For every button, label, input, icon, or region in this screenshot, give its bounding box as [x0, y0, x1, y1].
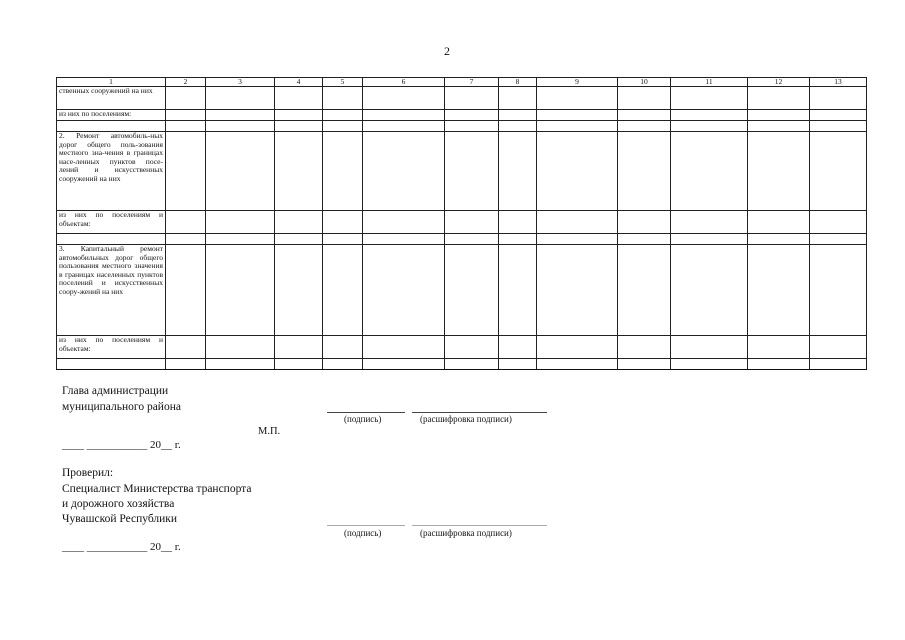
table-cell[interactable]: [748, 110, 810, 121]
table-cell[interactable]: [499, 132, 537, 211]
table-cell[interactable]: [166, 121, 206, 132]
table-cell[interactable]: [275, 211, 323, 234]
table-cell[interactable]: [323, 121, 363, 132]
table-cell[interactable]: [671, 245, 748, 336]
table-cell[interactable]: [499, 245, 537, 336]
table-cell[interactable]: [499, 87, 537, 110]
table-cell[interactable]: [206, 132, 275, 211]
table-cell[interactable]: [537, 211, 618, 234]
column-number: 7: [445, 78, 499, 87]
table-cell[interactable]: [445, 359, 499, 370]
table-cell[interactable]: [748, 234, 810, 245]
table-cell[interactable]: [323, 359, 363, 370]
table-cell[interactable]: [810, 87, 867, 110]
table-cell[interactable]: [323, 211, 363, 234]
table-row: [57, 234, 867, 245]
table-row: [57, 87, 867, 110]
column-number: 2: [166, 78, 206, 87]
table-cell[interactable]: [810, 110, 867, 121]
table-cell[interactable]: [671, 234, 748, 245]
column-number: 4: [275, 78, 323, 87]
table-cell[interactable]: [363, 110, 445, 121]
row-label: 2. Ремонт автомобиль-ных дорог общего поль-зования местного зна-чения в границах насе-ленных пунктов посе-лений и искусственных сооружений на них: [57, 132, 166, 211]
table-cell[interactable]: [206, 87, 275, 110]
signature-decoding-caption: (расшифровка подписи): [420, 414, 512, 424]
table-cell[interactable]: [537, 336, 618, 359]
table-cell[interactable]: [445, 110, 499, 121]
row-label: 3. Капитальный ремонт автомобильных дорог общего пользования местного значения в границах населенных пунктов поселений и искусственных соору-жений на них: [57, 245, 166, 336]
row-label: [57, 121, 166, 132]
column-number: 11: [671, 78, 748, 87]
table-cell[interactable]: [363, 336, 445, 359]
row-label: из них по поселениям:: [57, 110, 166, 121]
table-cell[interactable]: [445, 336, 499, 359]
table-cell[interactable]: [748, 87, 810, 110]
table-cell[interactable]: [748, 359, 810, 370]
table-cell[interactable]: [206, 110, 275, 121]
table-cell[interactable]: [810, 245, 867, 336]
table-header-row: [57, 78, 867, 87]
checker-title-line3: Чувашской Республики: [62, 513, 178, 525]
table-cell[interactable]: [810, 211, 867, 234]
table-cell[interactable]: [206, 359, 275, 370]
table-cell[interactable]: [671, 132, 748, 211]
row-label: из них по поселениям и объектам:: [57, 336, 166, 359]
table-cell[interactable]: [748, 336, 810, 359]
table-cell[interactable]: [166, 87, 206, 110]
table-cell[interactable]: [618, 87, 671, 110]
column-number: 5: [323, 78, 363, 87]
table-cell[interactable]: [363, 234, 445, 245]
checked-label: Проверил:: [62, 467, 114, 479]
table-cell[interactable]: [671, 87, 748, 110]
table-cell[interactable]: [445, 245, 499, 336]
row-label: ственных сооружений на них: [57, 87, 166, 110]
table-cell[interactable]: [671, 359, 748, 370]
table-cell[interactable]: [363, 121, 445, 132]
signature-caption: (подпись): [344, 528, 382, 538]
column-number: 9: [537, 78, 618, 87]
table-cell[interactable]: [323, 110, 363, 121]
date-line[interactable]: ____ ___________ 20__ г.: [62, 541, 181, 553]
table-row: [57, 132, 867, 211]
column-number: 12: [748, 78, 810, 87]
table-cell[interactable]: [166, 234, 206, 245]
table-cell[interactable]: [275, 359, 323, 370]
table-cell[interactable]: [499, 121, 537, 132]
table-cell[interactable]: [499, 359, 537, 370]
table-cell[interactable]: [445, 211, 499, 234]
table-cell[interactable]: [748, 245, 810, 336]
table-cell[interactable]: [166, 336, 206, 359]
table-cell[interactable]: [323, 234, 363, 245]
signature-caption: (подпись): [344, 414, 382, 424]
table-cell[interactable]: [166, 132, 206, 211]
table-cell[interactable]: [499, 110, 537, 121]
table-cell[interactable]: [323, 132, 363, 211]
table-cell[interactable]: [206, 234, 275, 245]
head-title-line2: муниципального района: [62, 401, 181, 413]
table-cell[interactable]: [206, 336, 275, 359]
table-cell[interactable]: [537, 234, 618, 245]
signature-decoding-line[interactable]: [412, 412, 547, 413]
signature-line[interactable]: [327, 525, 405, 526]
table-cell[interactable]: [618, 336, 671, 359]
table-cell[interactable]: [618, 234, 671, 245]
table-cell[interactable]: [275, 121, 323, 132]
table-cell[interactable]: [618, 211, 671, 234]
table-cell[interactable]: [671, 336, 748, 359]
table-cell[interactable]: [275, 132, 323, 211]
table-cell[interactable]: [275, 336, 323, 359]
table-row: [57, 121, 867, 132]
table-cell[interactable]: [810, 132, 867, 211]
report-table: [56, 77, 867, 370]
table-cell[interactable]: [363, 87, 445, 110]
signature-decoding-line[interactable]: [412, 525, 547, 526]
table-cell[interactable]: [810, 336, 867, 359]
table-cell[interactable]: [166, 245, 206, 336]
stamp-place-label: М.П.: [258, 426, 281, 437]
row-label: из них по поселениям и объектам:: [57, 211, 166, 234]
table-cell[interactable]: [618, 359, 671, 370]
date-line[interactable]: ____ ___________ 20__ г.: [62, 439, 181, 451]
table-cell[interactable]: [537, 87, 618, 110]
table-cell[interactable]: [499, 234, 537, 245]
checker-title-line1: Специалист Министерства транспорта: [62, 483, 252, 495]
row-label: [57, 234, 166, 245]
table-cell[interactable]: [748, 211, 810, 234]
table-cell[interactable]: [671, 211, 748, 234]
table-cell[interactable]: [618, 121, 671, 132]
table-cell[interactable]: [810, 359, 867, 370]
table-cell[interactable]: [618, 245, 671, 336]
table-cell[interactable]: [537, 121, 618, 132]
table-cell[interactable]: [537, 110, 618, 121]
table-cell[interactable]: [748, 121, 810, 132]
table-cell[interactable]: [445, 121, 499, 132]
table-cell[interactable]: [166, 110, 206, 121]
table-cell[interactable]: [445, 87, 499, 110]
table-cell[interactable]: [671, 121, 748, 132]
table-cell[interactable]: [166, 359, 206, 370]
checker-title-line2: и дорожного хозяйства: [62, 498, 175, 510]
table-cell[interactable]: [445, 234, 499, 245]
table-cell[interactable]: [275, 87, 323, 110]
table-cell[interactable]: [499, 336, 537, 359]
table-cell[interactable]: [537, 359, 618, 370]
table-cell[interactable]: [810, 121, 867, 132]
table-cell[interactable]: [671, 110, 748, 121]
table-cell[interactable]: [363, 132, 445, 211]
signature-decoding-caption: (расшифровка подписи): [420, 528, 512, 538]
column-number: 3: [206, 78, 275, 87]
column-number: 13: [810, 78, 867, 87]
table-row: [57, 211, 867, 234]
column-number: 1: [57, 78, 166, 87]
table-cell[interactable]: [445, 132, 499, 211]
column-number: 10: [618, 78, 671, 87]
table-cell[interactable]: [363, 359, 445, 370]
table-cell[interactable]: [206, 211, 275, 234]
table-cell[interactable]: [275, 234, 323, 245]
table-row: [57, 110, 867, 121]
table-cell[interactable]: [166, 211, 206, 234]
table-row: [57, 336, 867, 359]
table-cell[interactable]: [323, 87, 363, 110]
table-cell[interactable]: [499, 211, 537, 234]
table-cell[interactable]: [363, 245, 445, 336]
column-number: 6: [363, 78, 445, 87]
table-row: [57, 245, 867, 336]
table-cell[interactable]: [206, 121, 275, 132]
table-cell[interactable]: [537, 245, 618, 336]
page-number: 2: [444, 44, 450, 58]
table-cell[interactable]: [810, 234, 867, 245]
table-cell[interactable]: [275, 245, 323, 336]
table-cell[interactable]: [537, 132, 618, 211]
table-cell[interactable]: [275, 110, 323, 121]
table-cell[interactable]: [363, 211, 445, 234]
table-cell[interactable]: [323, 245, 363, 336]
table-cell[interactable]: [206, 245, 275, 336]
table-cell[interactable]: [618, 132, 671, 211]
signature-line[interactable]: [327, 412, 405, 413]
column-number: 8: [499, 78, 537, 87]
row-label: [57, 359, 166, 370]
table-row: [57, 359, 867, 370]
head-title-line1: Глава администрации: [62, 385, 169, 397]
table-cell[interactable]: [323, 336, 363, 359]
table-cell[interactable]: [748, 132, 810, 211]
table-cell[interactable]: [618, 110, 671, 121]
